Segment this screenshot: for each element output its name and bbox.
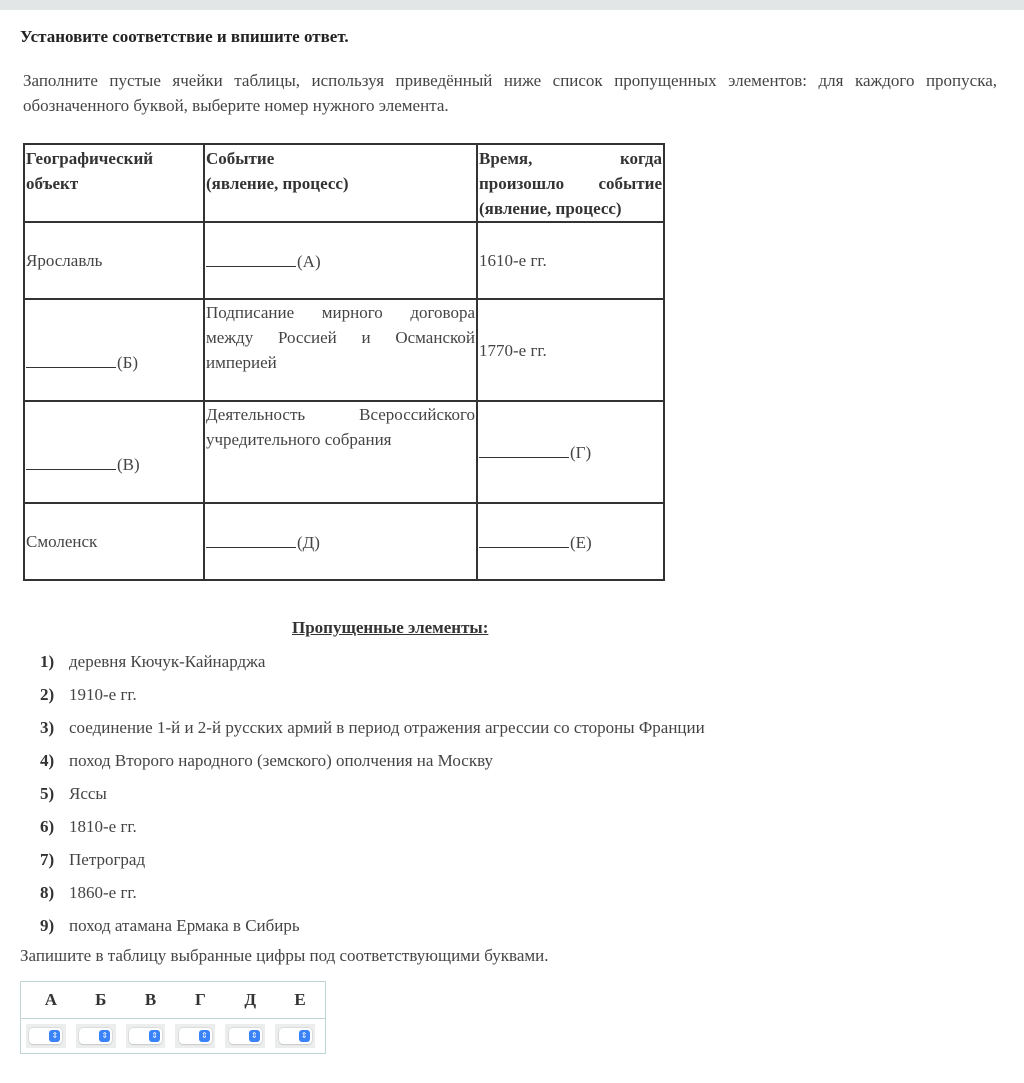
answer-select-d-cell — [225, 1024, 265, 1048]
table-row — [24, 401, 664, 503]
answer-letter: Д — [244, 990, 257, 1009]
list-item: 4) поход Второго народного (земского) ополчения на Москву — [40, 751, 494, 770]
list-item: 1) деревня Кючук-Кайнарджа — [40, 652, 266, 671]
blank-line — [26, 451, 116, 470]
answer-select-g[interactable] — [179, 1028, 212, 1044]
answer-select-v-cell — [126, 1024, 166, 1048]
cell-event: (Д) — [204, 503, 477, 580]
cell-object: (В) — [24, 401, 204, 503]
answer-letter: А — [44, 990, 58, 1009]
task-title: Установите соответствие и впишите ответ. — [20, 27, 349, 46]
blank-line — [206, 529, 296, 548]
list-item: 6) 1810-е гг. — [40, 817, 137, 836]
list-item: 5) Яссы — [40, 784, 107, 803]
cell-time: 1610-е гг. — [477, 222, 664, 299]
updown-chevron-icon: ⇕ — [249, 1030, 260, 1042]
answer-letter: Б — [95, 990, 107, 1009]
cell-event: (А) — [204, 222, 477, 299]
answer-select-e-cell — [275, 1024, 315, 1048]
updown-chevron-icon: ⇕ — [49, 1030, 60, 1042]
history-table — [23, 143, 665, 581]
cell-time: (Е) — [477, 503, 664, 580]
answer-letter: Г — [194, 990, 206, 1009]
missing-elements-title: Пропущенные элементы: — [292, 618, 489, 637]
answer-select-a[interactable] — [29, 1028, 62, 1044]
cell-object: (Б) — [24, 299, 204, 401]
header-event: Событие (явление, процесс) — [204, 144, 477, 222]
answer-select-v[interactable] — [129, 1028, 162, 1044]
table-row — [24, 299, 664, 401]
task-instructions: Заполните пустые ячейки таблицы, используя приведённый ниже список пропущенных элементов: для каждого пропуска, обозначенного буквой, выберите номер нужного элемента. — [23, 71, 997, 115]
updown-chevron-icon: ⇕ — [99, 1030, 110, 1042]
answer-select-b-cell — [76, 1024, 116, 1048]
list-item: 7) Петроград — [40, 850, 146, 869]
cell-time: (Г) — [477, 401, 664, 503]
answer-instructions: Запишите в таблицу выбранные цифры под соответствующими буквами. — [20, 946, 549, 965]
top-bar — [0, 0, 1024, 10]
answer-select-d[interactable] — [229, 1028, 262, 1044]
answer-select-b[interactable] — [79, 1028, 112, 1044]
updown-chevron-icon: ⇕ — [149, 1030, 160, 1042]
answer-letters-row — [21, 982, 325, 1019]
answer-select-a-cell — [26, 1024, 66, 1048]
updown-chevron-icon: ⇕ — [199, 1030, 210, 1042]
list-item: 8) 1860-е гг. — [40, 883, 137, 902]
list-item: 9) поход атамана Ермака в Сибирь — [40, 916, 300, 935]
table-row — [24, 222, 664, 299]
blank-line — [479, 529, 569, 548]
updown-chevron-icon: ⇕ — [299, 1030, 310, 1042]
blank-line — [479, 439, 569, 458]
answer-letter: В — [144, 990, 157, 1009]
list-item: 2) 1910-е гг. — [40, 685, 137, 704]
answer-letter: Е — [294, 990, 306, 1009]
list-item: 3) соединение 1-й и 2-й русских армий в период отражения агрессии со стороны Франции — [40, 718, 705, 737]
table-header-row — [24, 144, 664, 222]
header-geo-object: Географический объект — [24, 144, 204, 222]
answer-select-e[interactable] — [279, 1028, 312, 1044]
blank-line — [26, 349, 116, 368]
answer-table — [20, 981, 326, 1054]
missing-elements-list — [40, 649, 705, 946]
answer-selects-row — [21, 1019, 325, 1048]
cell-object: Смоленск — [24, 503, 204, 580]
answer-select-g-cell — [175, 1024, 215, 1048]
blank-line — [206, 248, 296, 267]
cell-object: Ярославль — [24, 222, 204, 299]
cell-time: 1770-е гг. — [477, 299, 664, 401]
header-time: Время, когда произошло событие (явление, процесс) — [477, 144, 664, 222]
table-row — [24, 503, 664, 580]
cell-event: Подписание мирного договора между Россией и Османской империей — [204, 299, 477, 401]
cell-event: Деятельность Всероссийского учредительного собрания — [204, 401, 477, 503]
